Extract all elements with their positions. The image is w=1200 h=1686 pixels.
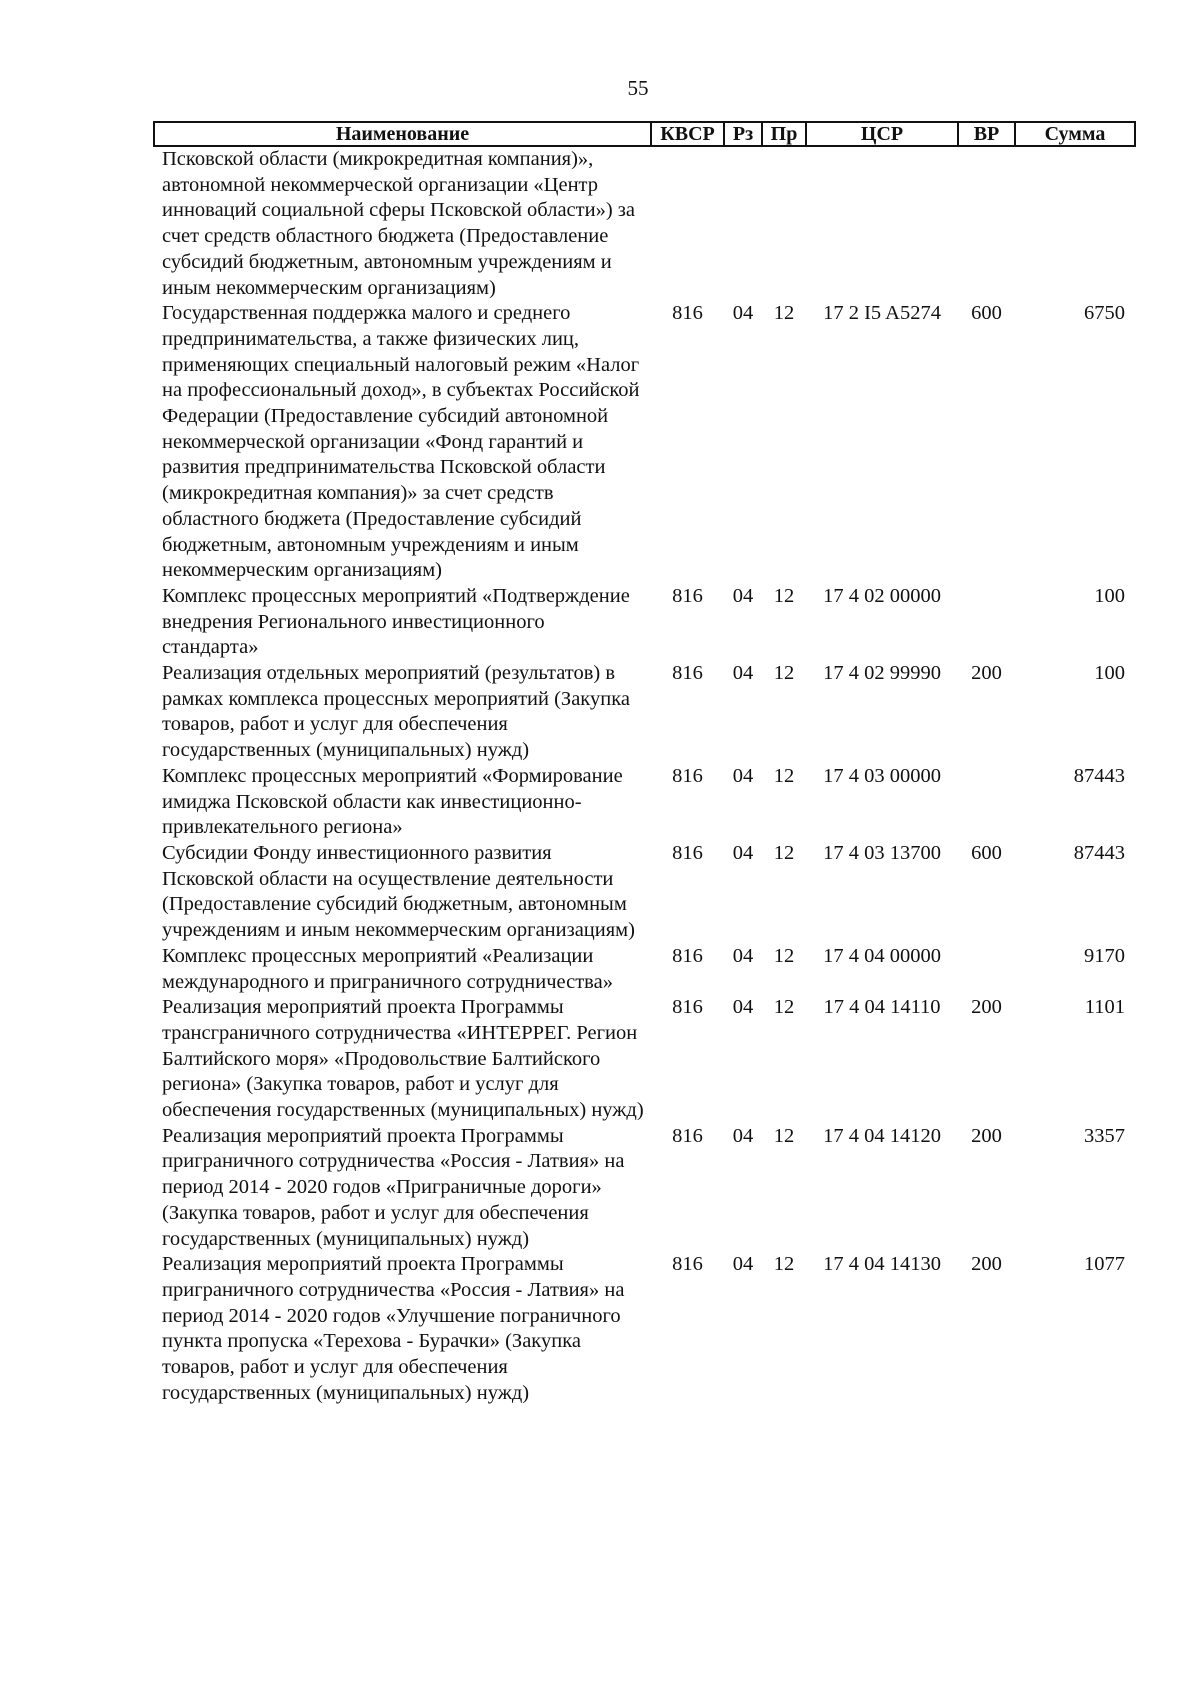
table-row [154, 1252, 1135, 1406]
cell-name: Псковской области (микрокредитная компания)», автономной некоммерческой организации «Центр инноваций социальной сферы Псковской области») за счет средств областного бюджета (Предоставление субсидий бюджетным, автономным учреждениям и иным некоммерческим организациям) [162, 148, 635, 299]
header-name: Наименование [154, 122, 651, 146]
cell-sum [1015, 146, 1135, 301]
cell-name: Реализация отдельных мероприятий (результатов) в рамках комплекса процессных мероприятий (Закупка товаров, работ и услуг для обеспечения государственных (муниципальных) нужд) [162, 662, 630, 762]
cell-rz: 04 [732, 841, 754, 864]
cell-vr [958, 146, 1015, 301]
cell-vr: 600 [971, 841, 1002, 864]
cell-pr: 12 [773, 1253, 795, 1276]
cell-csr [806, 146, 958, 301]
cell-csr: 17 4 04 14110 [823, 996, 941, 1019]
table-row [154, 944, 1135, 995]
cell-kvsr: 816 [672, 841, 703, 864]
header-vr: ВР [958, 122, 1015, 146]
cell-rz: 04 [732, 1124, 754, 1147]
table-header-row [154, 122, 1135, 146]
cell-csr: 17 4 04 00000 [823, 944, 941, 967]
page-number: 55 [627, 76, 649, 100]
cell-csr: 17 2 I5 A5274 [823, 302, 941, 325]
cell-sum: 1101 [1084, 996, 1125, 1019]
table-row [154, 995, 1135, 1124]
cell-sum: 87443 [1073, 841, 1125, 864]
cell-name: Государственная поддержка малого и среднего предпринимательства, а также физических лиц, применяющих специальный налоговый режим «Налог на профессиональный доход», в субъектах Российской Федерации (Предоставление субсидий автономной некоммерческой организации «Фонд гарантий и развития предпринимательства Псковской области (микрокредитная компания)» за счет средств областного бюджета (Предоставление субсидий бюджетным, автономным учреждениям и иным некоммерческим организациям) [162, 302, 640, 582]
cell-kvsr: 816 [672, 662, 703, 685]
cell-kvsr: 816 [672, 1253, 703, 1276]
cell-sum: 1077 [1084, 1253, 1125, 1276]
cell-sum: 100 [1094, 662, 1125, 685]
cell-name: Реализация мероприятий проекта Программы приграничного сотрудничества «Россия - Латвия» на период 2014 - 2020 годов «Приграничные дороги» (Закупка товаров, работ и услуг для обеспечения государственных (муниципальных) нужд) [162, 1124, 625, 1250]
cell-kvsr: 816 [672, 302, 703, 325]
cell-pr [762, 146, 806, 301]
cell-rz: 04 [732, 302, 754, 325]
cell-name: Реализация мероприятий проекта Программы приграничного сотрудничества «Россия - Латвия» на период 2014 - 2020 годов «Улучшение пограничного пункта пропуска «Терехова - Бурачки» (Закупка товаров, работ и услуг для обеспечения государственных (муниципальных) нужд) [162, 1253, 625, 1404]
cell-csr: 17 4 03 00000 [823, 764, 941, 787]
cell-kvsr: 816 [672, 1124, 703, 1147]
cell-rz: 04 [732, 764, 754, 787]
cell-name: Комплекс процессных мероприятий «Реализации международного и приграничного сотрудничества» [162, 944, 613, 993]
header-pr: Пр [762, 122, 806, 146]
header-kvsr: КВСР [651, 122, 724, 146]
table-row [154, 841, 1135, 944]
cell-csr: 17 4 04 14120 [823, 1124, 941, 1147]
cell-name: Реализация мероприятий проекта Программы трансграничного сотрудничества «ИНТЕРРЕГ. Регион Балтийского моря» «Продовольствие Балтийского региона» (Закупка товаров, работ и услуг для обеспечения государственных (муниципальных) нужд) [162, 996, 644, 1122]
table-row [154, 764, 1135, 841]
cell-kvsr: 816 [672, 996, 703, 1019]
cell-rz: 04 [732, 662, 754, 685]
cell-sum: 6750 [1084, 302, 1125, 325]
cell-kvsr: 816 [672, 764, 703, 787]
cell-name: Субсидии Фонду инвестиционного развития Псковской области на осуществление деятельности (Предоставление субсидий бюджетным, автономным учреждениям и иным некоммерческим организациям) [162, 841, 635, 942]
cell-pr: 12 [773, 944, 795, 967]
header-sum: Сумма [1015, 122, 1135, 146]
cell-kvsr: 816 [672, 944, 703, 967]
cell-vr: 200 [971, 662, 1002, 685]
cell-pr: 12 [773, 996, 795, 1019]
cell-vr [958, 764, 1015, 841]
cell-vr [958, 944, 1015, 995]
budget-table [153, 121, 1136, 1406]
cell-pr: 12 [773, 841, 795, 864]
cell-csr: 17 4 03 13700 [823, 841, 941, 864]
cell-rz: 04 [732, 584, 754, 607]
cell-name: Комплекс процессных мероприятий «Подтверждение внедрения Регионального инвестиционного стандарта» [162, 584, 630, 659]
cell-csr: 17 4 02 99990 [823, 662, 941, 685]
cell-sum: 9170 [1084, 944, 1125, 967]
cell-pr: 12 [773, 584, 795, 607]
cell-rz [724, 146, 762, 301]
cell-pr: 12 [773, 1124, 795, 1147]
cell-vr: 200 [971, 1124, 1002, 1147]
header-rz: Рз [724, 122, 762, 146]
cell-kvsr: 816 [672, 584, 703, 607]
cell-rz: 04 [732, 1253, 754, 1276]
cell-rz: 04 [732, 996, 754, 1019]
cell-vr: 200 [971, 1253, 1002, 1276]
table-row [154, 301, 1135, 584]
cell-rz: 04 [732, 944, 754, 967]
table-row [154, 146, 1135, 301]
cell-name: Комплекс процессных мероприятий «Формирование имиджа Псковской области как инвестиционно-привлекательного региона» [162, 764, 623, 839]
cell-vr: 200 [971, 996, 1002, 1019]
cell-pr: 12 [773, 662, 795, 685]
header-csr: ЦСР [806, 122, 958, 146]
table-row [154, 584, 1135, 661]
cell-vr: 600 [971, 302, 1002, 325]
cell-csr: 17 4 02 00000 [823, 584, 941, 607]
cell-pr: 12 [773, 302, 795, 325]
table-row [154, 661, 1135, 764]
table-row [154, 1124, 1135, 1253]
cell-sum: 87443 [1073, 764, 1125, 787]
cell-csr: 17 4 04 14130 [823, 1253, 941, 1276]
cell-sum: 100 [1094, 584, 1125, 607]
cell-pr: 12 [773, 764, 795, 787]
cell-vr [958, 584, 1015, 661]
cell-sum: 3357 [1084, 1124, 1125, 1147]
cell-kvsr [651, 146, 724, 301]
